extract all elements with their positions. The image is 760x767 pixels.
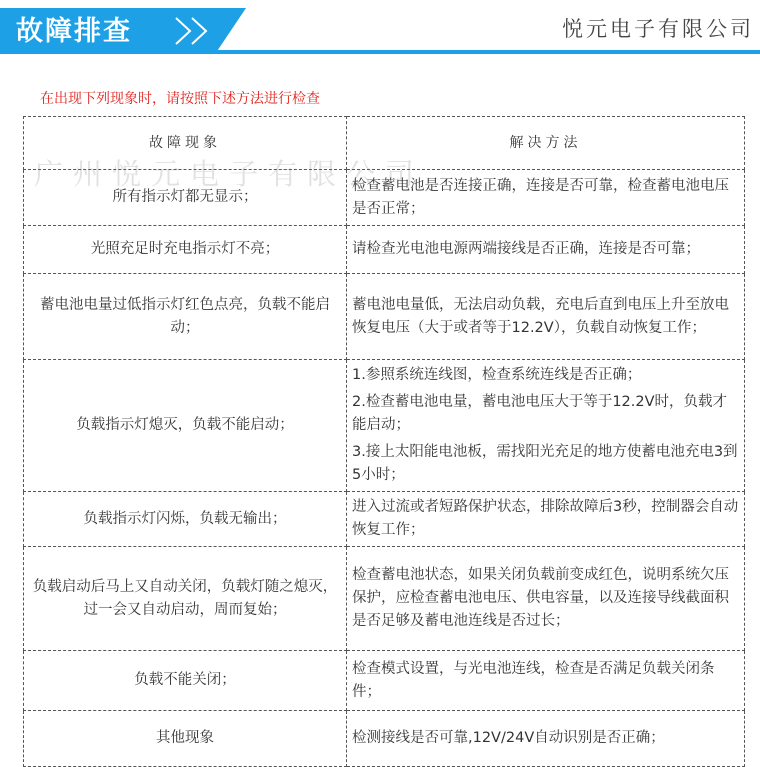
table-row [24,274,745,360]
table-row [24,492,745,547]
solution-line: 检查蓄电池状态，如果关闭负载前变成红色，说明系统欠压保护，应检查蓄电池电压、供电容量，以及连接导线截面积是否足够及蓄电池连线是否过长； [352,567,729,629]
symptom-cell: 所有指示灯都无显示； [24,170,347,226]
header-banner [0,0,760,64]
symptom-cell: 负载启动后马上又自动关闭，负载灯随之熄灭，过一会又自动启动，周而复始； [24,547,347,651]
symptom-cell: 负载不能关闭； [24,651,347,711]
intro-text: 在出现下列现象时，请按照下述方法进行检查 [40,91,320,107]
table-row [24,651,745,711]
solution-cell [347,274,745,360]
header-solution: 解决方法 [347,117,745,170]
solution-line: 进入过流或者短路保护状态，排除故障后3秒，控制器会自动恢复工作； [352,499,739,538]
solution-cell [347,492,745,547]
table-row [24,226,745,274]
solution-cell [347,711,745,767]
solution-cell [347,360,745,492]
solution-line: 1.参照系统连线图，检查系统连线是否正确； [352,367,642,383]
symptom-cell: 负载指示灯闪烁，负载无输出； [24,492,347,547]
header-symptom: 故障现象 [24,117,347,170]
symptom-cell: 负载指示灯熄灭，负载不能启动； [24,360,347,492]
symptom-cell: 光照充足时充电指示灯不亮； [24,226,347,274]
troubleshooting-table [23,116,745,767]
solution-line: 2.检查蓄电池电量，蓄电池电压大于等于12.2V时，负载才能启动； [352,394,728,433]
solution-line: 检查模式设置，与光电池连线，检查是否满足负载关闭条件； [352,660,715,700]
solution-cell [347,226,745,274]
solution-line: 3.接上太阳能电池板，需找阳光充足的地方使蓄电池充电3到5小时； [352,444,738,483]
double-chevron-right-icon [172,14,216,48]
symptom-cell: 蓄电池电量过低指示灯红色点亮，负载不能启动； [24,274,347,360]
watermark: 广州悦元电子有限公司 [34,157,425,191]
solution-cell [347,547,745,651]
solution-line: 请检查光电池电源两端接线是否正确，连接是否可靠； [352,241,700,257]
solution-cell [347,651,745,711]
page-title: 故障排查 [16,16,132,47]
table-row [24,360,745,492]
solution-line: 检查蓄电池是否连接正确，连接是否可靠，检查蓄电池电压是否正常； [352,177,729,217]
solution-line: 检测接线是否可靠,12V/24V自动识别是否正确； [352,730,665,746]
symptom-cell: 其他现象 [24,711,347,767]
solution-line: 蓄电池电量低，无法启动负载，充电后直到电压上升至放电恢复电压（大于或者等于12.2V），负载自动恢复工作； [352,296,729,336]
table-row [24,547,745,651]
company-name: 悦元电子有限公司 [562,17,754,41]
table-row [24,711,745,767]
table-body [24,170,745,767]
